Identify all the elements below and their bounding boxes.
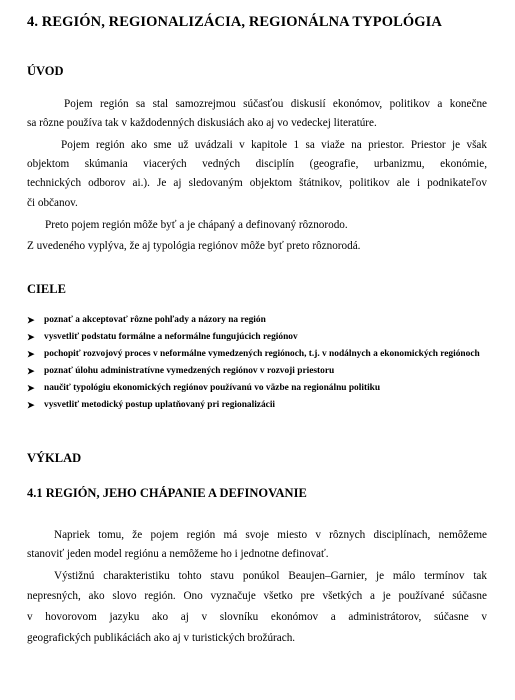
uvod-line: Pojem región ako sme už uvádzali v kapitole 1 sa viaže na priestor. Priestor je však	[61, 139, 487, 151]
arrow-bullet-icon: ➤	[27, 400, 35, 410]
uvod-line: objektom skúmania viacerých vedných disciplín (geografie, urbanizmu, ekonómie,	[27, 158, 487, 170]
goal-item	[27, 398, 487, 413]
arrow-bullet-icon: ➤	[27, 349, 35, 359]
goal-text: naučiť typológiu ekonomických regiónov používanú vo väzbe na regionálnu politiku	[44, 383, 381, 393]
section-4-1-line: geografických publikáciách ako aj v turistických brožúrach.	[27, 632, 296, 644]
vyklad-heading: VÝKLAD	[27, 451, 82, 465]
section-4-1-line: Napriek tomu, že pojem región má svoje miesto v rôznych disciplínach, nemôžeme	[54, 529, 487, 541]
goal-item	[27, 313, 487, 328]
ciele-heading: CIELE	[27, 282, 66, 296]
arrow-bullet-icon: ➤	[27, 383, 35, 393]
chapter-title: 4. REGIÓN, REGIONALIZÁCIA, REGIONÁLNA TYPOLÓGIA	[27, 14, 442, 30]
section-4-1-line: stanoviť jeden model regiónu a nemôžeme ho i jednotne definovať.	[27, 548, 329, 560]
uvod-line: či občanov.	[27, 197, 78, 209]
goal-text: vysvetliť metodický postup uplatňovaný pri regionalizácii	[44, 400, 276, 410]
section-4-1-line: nepresných, ako slovo región. Ono vyznačuje všetko pre všetkých a je používané súčasne	[27, 590, 487, 602]
uvod-heading: ÚVOD	[27, 64, 64, 78]
goal-item	[27, 330, 487, 345]
section-4-1-line: Výstižnú charakteristiku tohto stavu ponúkol Beaujen–Garnier, je málo termínov tak	[54, 570, 487, 582]
goal-text: pochopiť rozvojový proces v neformálne vymedzených regiónoch, t.j. v nodálnych a ekonomických regiónoch	[44, 349, 480, 359]
uvod-line: sa rôzne používa tak v každodenných diskusiách ako aj vo vedeckej literatúre.	[27, 117, 377, 129]
arrow-bullet-icon: ➤	[27, 366, 35, 376]
arrow-bullet-icon: ➤	[27, 315, 35, 325]
uvod-line: Z uvedeného vyplýva, že aj typológia regiónov môže byť preto rôznorodá.	[27, 240, 361, 252]
goal-text: poznať a akceptovať rôzne pohľady a názory na región	[44, 315, 266, 325]
goal-item	[27, 364, 487, 379]
uvod-line: Preto pojem región môže byť a je chápaný a definovaný rôznorodo.	[45, 219, 348, 231]
goal-text: poznať úlohu administratívne vymedzených regiónov v rozvoji priestoru	[44, 366, 335, 376]
goal-item	[27, 381, 487, 396]
goal-item	[27, 347, 487, 362]
goals-list	[27, 313, 487, 415]
section-4-1-line: v hovorovom jazyku ako aj v slovníku ekonómov a administrátorov, súčasne v	[27, 611, 487, 623]
arrow-bullet-icon: ➤	[27, 332, 35, 342]
uvod-line: Pojem región sa stal samozrejmou súčasťou diskusií ekonómov, politikov a konečne	[64, 98, 487, 110]
section-4-1-heading: 4.1 REGIÓN, JEHO CHÁPANIE A DEFINOVANIE	[27, 486, 307, 500]
goal-text: vysvetliť podstatu formálne a neformálne fungujúcich regiónov	[44, 332, 298, 342]
uvod-line: technických odborov ai.). Je aj sledovaným objektom štátnikov, politikov ale i podnikateľov	[27, 177, 487, 189]
